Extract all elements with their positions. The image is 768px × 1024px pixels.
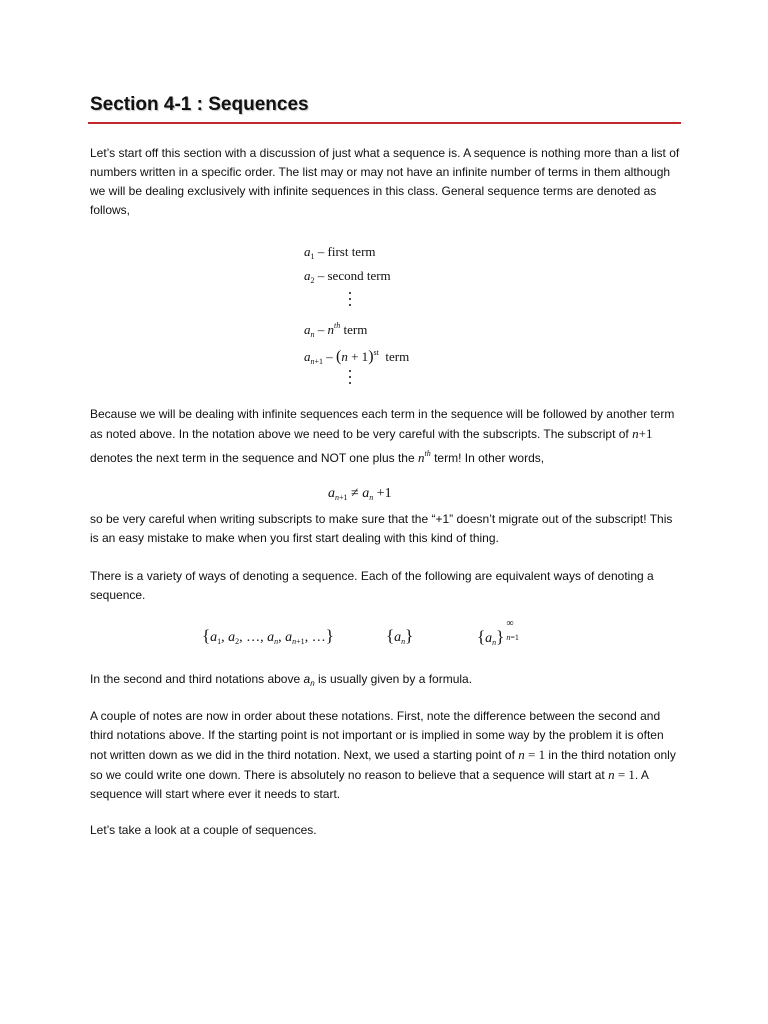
warning-paragraph: so be very careful when writing subscripts to make sure that the “+1” doesn’t migrate out of the subscript! This is an easy mistake to make when you first start dealing with this kind of thing. [90,512,673,545]
math-a-n: $a_n$ [303,672,315,688]
math-nth: $n^{th}$ [418,449,431,465]
term-second: $a_2$ – second term [304,268,391,285]
term-nth: $a_n - n^{th}$ term [304,321,368,339]
math-n-equals-1-second: n = 1 [608,767,635,782]
term-n-plus-1: $a_{n+1} - (n + 1)^{st}$ term [304,348,410,366]
notes-paragraph-part-3: . A sequence will start where ever it needs to start. [90,768,649,801]
intro-paragraph: Let’s start off this section with a discussion of just what a sequence is. A sequence is nothing more than a list of numbers written in a specific order. The list may or may not have an infinite number of terms in them although we will be dealing exclusively with infinite sequences in this class. General sequence terms are denoted as follows, [90,146,680,217]
notation-list-form: {$a_1$, $a_2$, …, $a_n$, $a_{n+1}$, …} [202,626,334,646]
vertical-ellipsis-icon [342,366,402,390]
sequence-terms-list [304,240,409,390]
subscript-paragraph-part-1: Because we will be dealing with infinite sequences each term in the sequence will be followed by another term as noted above. In the notation above we need to be very careful with the subscripts. The subscript of [90,407,675,441]
inequality-equation: $a_{n+1} \ne a_n +1$ [328,486,392,502]
vdots-2 [304,366,409,390]
term-first: $a_1$ – first term [304,244,376,261]
notation-set-form: $\{a_n\}$ [386,626,414,646]
title-underline [88,122,681,124]
notes-paragraph-part-2: in the third notation only so we could write one down. There is absolutely no reason to believe that a sequence will start at [90,748,676,782]
subscript-paragraph-part-2: denotes the next term in the sequence and NOT one plus the [90,451,418,465]
formula-paragraph [90,670,680,693]
formula-paragraph-part-2: is usually given by a formula. [314,672,473,686]
term-nth-label: term [343,322,368,337]
math-n-equals-1: n = 1 [518,747,546,762]
subscript-paragraph [90,405,680,468]
subscript-paragraph-part-3: term! In other words, [430,451,545,465]
notation-indexed-form: $\{a_n\}$ ∞ n=1 [477,618,519,647]
vertical-ellipsis-icon [342,288,402,312]
page-title: Section 4-1 : Sequences [90,94,309,115]
notations-intro-paragraph: There is a variety of ways of denoting a sequence. Each of the following are equivalent ways of denoting a sequence. [90,569,654,602]
formula-paragraph-part-1: In the second and third notations above [90,672,304,686]
vdots-1 [304,288,409,314]
term-second-label: – second term [317,268,391,283]
term-first-label: – first term [317,244,376,259]
notes-paragraph-part-1: A couple of notes are now in order about these notations. First, note the difference between the second and third notations above. If the starting point is not important or is implied in some way by the problem it is often not written down as we did in the third notation. Next, we used a starting point of [90,709,664,762]
term-n-plus-1-label: term [385,349,410,364]
math-n-plus-1: n+1 [632,426,653,441]
closing-paragraph: Let’s take a look at a couple of sequences. [90,823,317,837]
notes-paragraph [90,707,680,804]
